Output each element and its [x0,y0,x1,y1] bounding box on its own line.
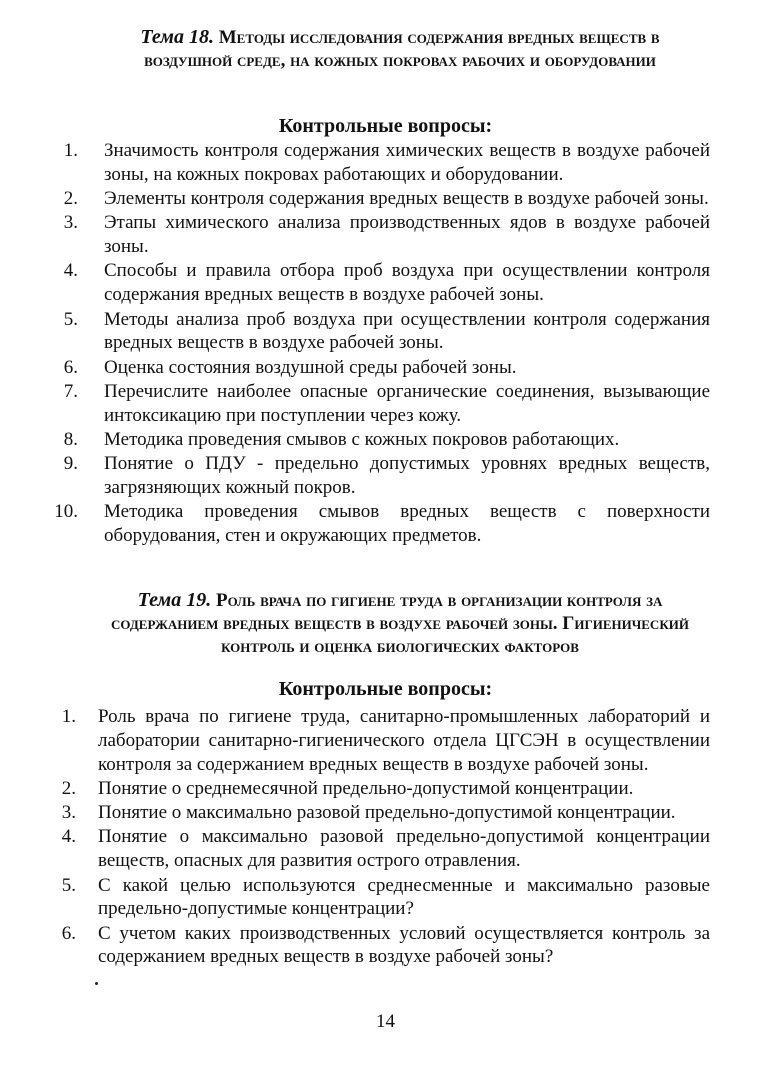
topic-19-heading [100,589,700,658]
page-number: 14 [376,1011,395,1032]
question-text: Понятие о среднемесячной предельно-допустимой концентрации. [98,777,634,799]
question-number: 2. [63,188,78,210]
question-item [0,380,771,428]
question-item [0,139,771,187]
question-text: Методика проведения смывов вредных веществ с поверхности оборудования, стен и окружающих предметов. [104,501,710,547]
question-number: 1. [61,706,76,727]
section-title-1: Контрольные вопросы: [278,115,493,137]
question-item [0,259,771,307]
question-text: Понятие о максимально разовой предельно-допустимой концентрации веществ, опасных для развития острого отравления. [98,826,710,872]
question-text: Элементы контроля содержания вредных веществ в воздухе рабочей зоны. [104,188,709,210]
question-number: 6. [63,356,78,378]
question-text: Понятие о максимально разовой предельно-допустимой концентрации. [98,802,676,824]
question-item [0,777,771,801]
question-text: С учетом каких производственных условий осуществляется контроль за содержанием вредных веществ в воздухе рабочей зоны? [98,922,710,968]
topic-18-number: Тема 18. [140,26,214,48]
question-text: Методика проведения смывов с кожных покровов работающих. [104,429,620,451]
question-number: 10. [54,501,78,523]
question-item [0,308,771,356]
question-item [0,874,771,922]
question-item [0,500,771,548]
question-text: Способы и правила отбора проб воздуха при осуществлении контроля содержания вредных веществ в воздухе рабочей зоны. [104,260,710,306]
topic-19-title: Роль врача по гигиене труда в организации контроля за содержанием вредных веществ в воздухе рабочей зоны. Гигиенический контроль и оценка биологических факторов [111,590,689,657]
question-item [0,428,771,452]
question-item [0,356,771,380]
question-number: 9. [63,453,78,475]
question-text: Перечислите наиболее опасные органические соединения, вызывающие интоксикацию при поступлении через кожу. [104,380,710,426]
topic-19-number: Тема 19. [137,589,212,611]
question-text: Понятие о ПДУ - предельно допустимых уровнях вредных веществ, загрязняющих кожный покров. [104,453,710,499]
question-item [0,922,771,970]
question-text: Оценка состояния воздушной среды рабочей зоны. [104,356,517,378]
question-item [0,825,771,873]
question-number: 4. [63,260,78,282]
question-text: Этапы химического анализа производственных ядов в воздухе рабочей зоны. [104,212,710,258]
question-number: 5. [61,874,76,896]
question-text: Значимость контроля содержания химических веществ в воздухе рабочей зоны, на кожных покровах работающих и оборудовании. [104,140,710,185]
topic-18-title: Методы исследования содержания вредных веществ в воздушной среде, на кожных покровах рабочих и оборудовании [144,27,660,71]
question-number: 6. [61,922,76,944]
topic-18-heading [100,26,700,72]
stray-mark [95,982,98,985]
question-text: С какой целью используются среднесменные и максимально разовые предельно-допустимые концентрации? [98,874,710,920]
question-number: 3. [63,212,78,234]
question-number: 1. [63,140,78,161]
question-number: 8. [63,429,78,451]
question-list-2 [0,705,771,970]
question-number: 7. [63,380,78,402]
section-title-2: Контрольные вопросы: [278,678,493,700]
question-number: 3. [61,802,76,824]
question-item [0,187,771,211]
question-number: 4. [61,826,76,848]
question-item [0,211,771,259]
question-text: Роль врача по гигиене труда, санитарно-промышленных лабораторий и лаборатории санитарно-гигиенического отдела ЦГСЭН в осуществлении контроля за содержанием вредных веществ в воздухе рабочей зоны. [98,706,710,775]
question-item [0,801,771,825]
question-item [0,452,771,500]
question-number: 2. [61,777,76,799]
question-number: 5. [63,308,78,330]
question-text: Методы анализа проб воздуха при осуществлении контроля содержания вредных веществ в воздухе рабочей зоны. [104,308,710,354]
question-list-1 [0,139,771,549]
question-item [0,705,771,776]
